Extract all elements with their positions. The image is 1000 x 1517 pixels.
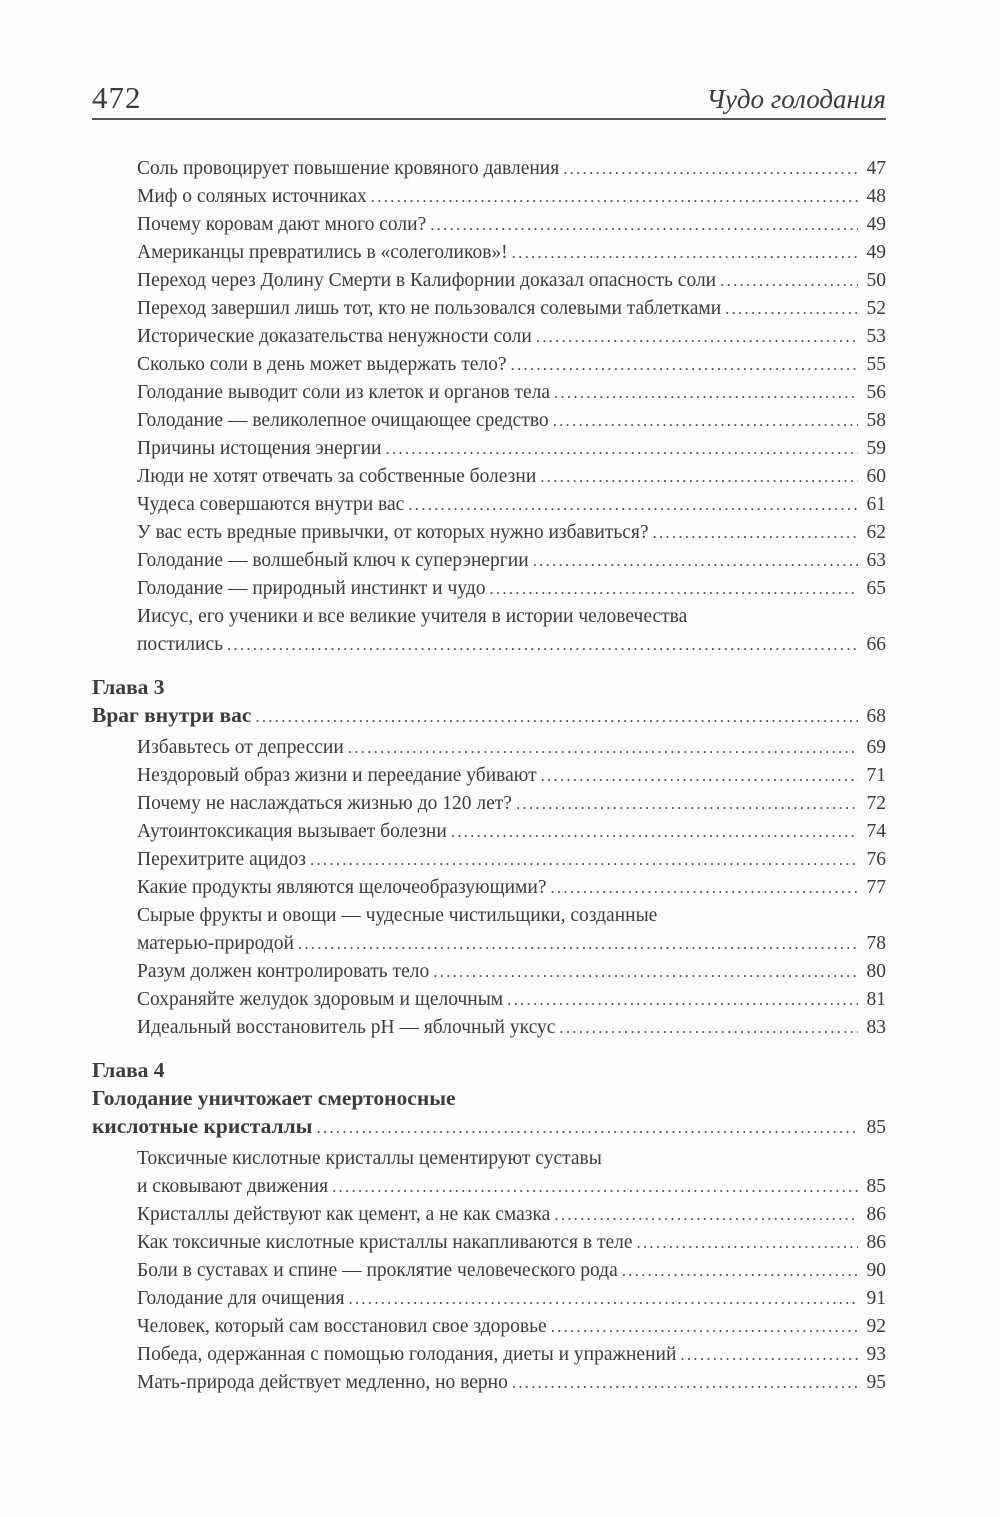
toc-entry-row <box>92 1341 886 1369</box>
toc-entry-row <box>92 183 886 211</box>
toc-page-number: 86 <box>866 1204 886 1225</box>
dot-leader <box>680 1341 858 1369</box>
toc-entry-title: Избавьтесь от депрессии <box>137 737 344 758</box>
toc-chapter-title: Враг внутри вас <box>92 703 252 727</box>
toc-entry-row <box>92 1229 886 1257</box>
dot-leader <box>348 1285 858 1313</box>
toc-page-number: 85 <box>866 1117 886 1138</box>
dot-leader <box>725 295 858 323</box>
toc-page-number: 71 <box>866 765 886 786</box>
toc-entry-title: Почему не наслаждаться жизнью до 120 лет? <box>137 793 512 814</box>
dot-leader <box>298 930 858 958</box>
toc-entry-title: Иисус, его ученики и все великие учителя в истории человечества <box>137 606 688 627</box>
toc-entry-row <box>92 846 886 874</box>
dot-leader <box>371 183 858 211</box>
toc-chapter-row <box>92 1084 886 1112</box>
dot-leader <box>553 407 858 435</box>
toc-entry-row <box>92 239 886 267</box>
dot-leader <box>511 351 858 379</box>
toc-entry-title: Голодание для очищения <box>137 1288 345 1309</box>
toc-page-number: 74 <box>866 821 886 842</box>
toc-entry-title: Миф о соляных источниках <box>137 186 367 207</box>
dot-leader <box>551 1313 858 1341</box>
toc-entry-row <box>92 491 886 519</box>
dot-leader <box>227 631 858 659</box>
toc-page-number: 58 <box>866 410 886 431</box>
page-number: 472 <box>92 80 142 115</box>
toc-page-number: 52 <box>866 298 886 319</box>
toc-chapter-row <box>92 1112 886 1140</box>
toc-page-number: 62 <box>866 522 886 543</box>
toc-page-number: 50 <box>866 270 886 291</box>
toc-entry-title: Кристаллы действуют как цемент, а не как смазка <box>137 1204 551 1225</box>
toc-page-number: 55 <box>866 354 886 375</box>
toc-page-number: 80 <box>866 961 886 982</box>
toc-entry-title: Как токсичные кислотные кристаллы накапливаются в теле <box>137 1232 633 1253</box>
dot-leader <box>554 1201 858 1229</box>
toc-entry-title: Перехитрите ацидоз <box>137 849 306 870</box>
toc-entry-row <box>92 1369 886 1397</box>
dot-leader <box>540 463 858 491</box>
dot-leader <box>559 1014 858 1042</box>
toc-page-number: 90 <box>866 1260 886 1281</box>
toc-page-number: 59 <box>866 438 886 459</box>
toc-entry-row <box>92 351 886 379</box>
toc-page-number: 91 <box>866 1288 886 1309</box>
dot-leader <box>430 211 858 239</box>
toc-entry-title: Сколько соли в день может выдержать тело? <box>137 354 507 375</box>
toc-page-number: 85 <box>866 1176 886 1197</box>
dot-leader <box>310 846 858 874</box>
dot-leader <box>563 155 858 183</box>
toc-chapter-title: Глава 4 <box>92 1058 165 1082</box>
toc-chapter-title: Голодание уничтожает смертоносные <box>92 1086 456 1110</box>
toc-entry-row <box>92 902 886 930</box>
toc-page-number: 53 <box>866 326 886 347</box>
dot-leader <box>255 703 858 731</box>
toc-page-number: 72 <box>866 793 886 814</box>
dot-leader <box>550 874 858 902</box>
toc-entry-title: Исторические доказательства ненужности соли <box>137 326 532 347</box>
toc-page-number: 56 <box>866 382 886 403</box>
toc-entry-row <box>92 1313 886 1341</box>
toc-entry-title: Нездоровый образ жизни и переедание убивают <box>137 765 537 786</box>
toc-entry-title: Переход завершил лишь тот, кто не пользовался солевыми таблетками <box>137 298 722 319</box>
running-title: Чудо голодания <box>706 84 886 114</box>
toc-entry-row <box>92 631 886 659</box>
toc-entry-row <box>92 407 886 435</box>
toc-entry-title: Сырые фрукты и овощи — чудесные чистильщики, созданные <box>137 905 658 926</box>
toc-page-number: 47 <box>866 158 886 179</box>
toc-chapter-row <box>92 1056 886 1084</box>
page-header <box>92 80 886 116</box>
toc-entry-row <box>92 958 886 986</box>
toc-page-number: 61 <box>866 494 886 515</box>
toc-entry-title: Сохраняйте желудок здоровым и щелочным <box>137 989 504 1010</box>
toc-page-number: 65 <box>866 578 886 599</box>
toc-entry-row <box>92 323 886 351</box>
toc-page-number: 49 <box>866 214 886 235</box>
dot-leader <box>637 1229 858 1257</box>
dot-leader <box>408 491 858 519</box>
toc-page-number: 63 <box>866 550 886 571</box>
toc-page-number: 77 <box>866 877 886 898</box>
toc-entry-row <box>92 874 886 902</box>
toc-page-number: 48 <box>866 186 886 207</box>
toc-page-number: 78 <box>866 933 886 954</box>
toc-entry-row <box>92 463 886 491</box>
dot-leader <box>512 1369 858 1397</box>
dot-leader <box>653 519 858 547</box>
header-rule <box>92 118 886 120</box>
toc-entry-row <box>92 435 886 463</box>
toc-entry-title: Идеальный восстановитель pH — яблочный уксус <box>137 1017 556 1038</box>
toc-entry-title: У вас есть вредные привычки, от которых нужно избавиться? <box>137 522 649 543</box>
toc-entry-title: Аутоинтоксикация вызывает болезни <box>137 821 447 842</box>
toc-entry-title: Победа, одержанная с помощью голодания, диеты и упражнений <box>137 1344 677 1365</box>
toc-page-number: 76 <box>866 849 886 870</box>
toc-entry-row <box>92 1285 886 1313</box>
toc-entry-row <box>92 1257 886 1285</box>
toc-entry-title: Почему коровам дают много соли? <box>137 214 427 235</box>
table-of-contents <box>92 155 886 1397</box>
toc-entry-row <box>92 603 886 631</box>
toc-entry-row <box>92 379 886 407</box>
dot-leader <box>332 1173 858 1201</box>
toc-page-number: 93 <box>866 1344 886 1365</box>
toc-entry-row <box>92 1173 886 1201</box>
toc-entry-row <box>92 930 886 958</box>
toc-entry-title: Голодание выводит соли из клеток и органов тела <box>137 382 550 403</box>
toc-entry-title: матерью-природой <box>137 933 294 954</box>
toc-page-number: 49 <box>866 242 886 263</box>
toc-page-number: 69 <box>866 737 886 758</box>
toc-entry-title: Переход через Долину Смерти в Калифорнии доказал опасность соли <box>137 270 717 291</box>
toc-entry-row <box>92 818 886 846</box>
toc-entry-title: Человек, который сам восстановил свое здоровье <box>137 1316 547 1337</box>
toc-entry-row <box>92 1014 886 1042</box>
dot-leader <box>622 1257 858 1285</box>
toc-entry-row <box>92 155 886 183</box>
dot-leader <box>316 1114 858 1142</box>
dot-leader <box>433 958 858 986</box>
toc-page-number: 68 <box>866 706 886 727</box>
toc-entry-title: Токсичные кислотные кристаллы цементируют суставы <box>137 1148 602 1169</box>
dot-leader <box>512 239 858 267</box>
dot-leader <box>554 379 858 407</box>
toc-entry-row <box>92 734 886 762</box>
toc-entry-title: Чудеса совершаются внутри вас <box>137 494 405 515</box>
dot-leader <box>533 547 858 575</box>
toc-page-number: 81 <box>866 989 886 1010</box>
toc-page-number: 83 <box>866 1017 886 1038</box>
toc-page-number: 66 <box>866 634 886 655</box>
dot-leader <box>490 575 859 603</box>
toc-entry-row <box>92 986 886 1014</box>
toc-entry-row <box>92 519 886 547</box>
toc-entry-row <box>92 547 886 575</box>
toc-entry-title: Мать-природа действует медленно, но верно <box>137 1372 508 1393</box>
toc-entry-title: Американцы превратились в «солеголиков»! <box>137 242 508 263</box>
toc-entry-title: Люди не хотят отвечать за собственные болезни <box>137 466 537 487</box>
dot-leader <box>451 818 858 846</box>
toc-entry-title: Боли в суставах и спине — проклятие человеческого рода <box>137 1260 618 1281</box>
toc-entry-title: и сковывают движения <box>137 1176 329 1197</box>
dot-leader <box>516 790 858 818</box>
toc-entry-title: Голодание — великолепное очищающее средство <box>137 410 549 431</box>
toc-chapter-title: кислотные кристаллы <box>92 1114 313 1138</box>
dot-leader <box>536 323 858 351</box>
toc-page-number: 60 <box>866 466 886 487</box>
toc-chapter-title: Глава 3 <box>92 675 165 699</box>
toc-entry-row <box>92 790 886 818</box>
dot-leader <box>720 267 858 295</box>
toc-entry-row <box>92 295 886 323</box>
toc-entry-title: Соль провоцирует повышение кровяного давления <box>137 158 560 179</box>
toc-entry-title: Какие продукты являются щелочеобразующими? <box>137 877 547 898</box>
toc-entry-title: постились <box>137 634 223 655</box>
dot-leader <box>348 734 858 762</box>
toc-entry-title: Голодание — волшебный ключ к суперэнергии <box>137 550 529 571</box>
toc-page-number: 95 <box>866 1372 886 1393</box>
toc-entry-row <box>92 1145 886 1173</box>
toc-entry-title: Голодание — природный инстинкт и чудо <box>137 578 486 599</box>
toc-page-number: 86 <box>866 1232 886 1253</box>
toc-entry-row <box>92 211 886 239</box>
dot-leader <box>507 986 858 1014</box>
toc-chapter-row <box>92 701 886 729</box>
dot-leader <box>541 762 858 790</box>
toc-entry-row <box>92 267 886 295</box>
toc-entry-title: Разум должен контролировать тело <box>137 961 430 982</box>
toc-entry-row <box>92 575 886 603</box>
toc-chapter-row <box>92 673 886 701</box>
toc-entry-row <box>92 762 886 790</box>
dot-leader <box>386 435 859 463</box>
toc-entry-row <box>92 1201 886 1229</box>
toc-page-number: 92 <box>866 1316 886 1337</box>
toc-entry-title: Причины истощения энергии <box>137 438 382 459</box>
